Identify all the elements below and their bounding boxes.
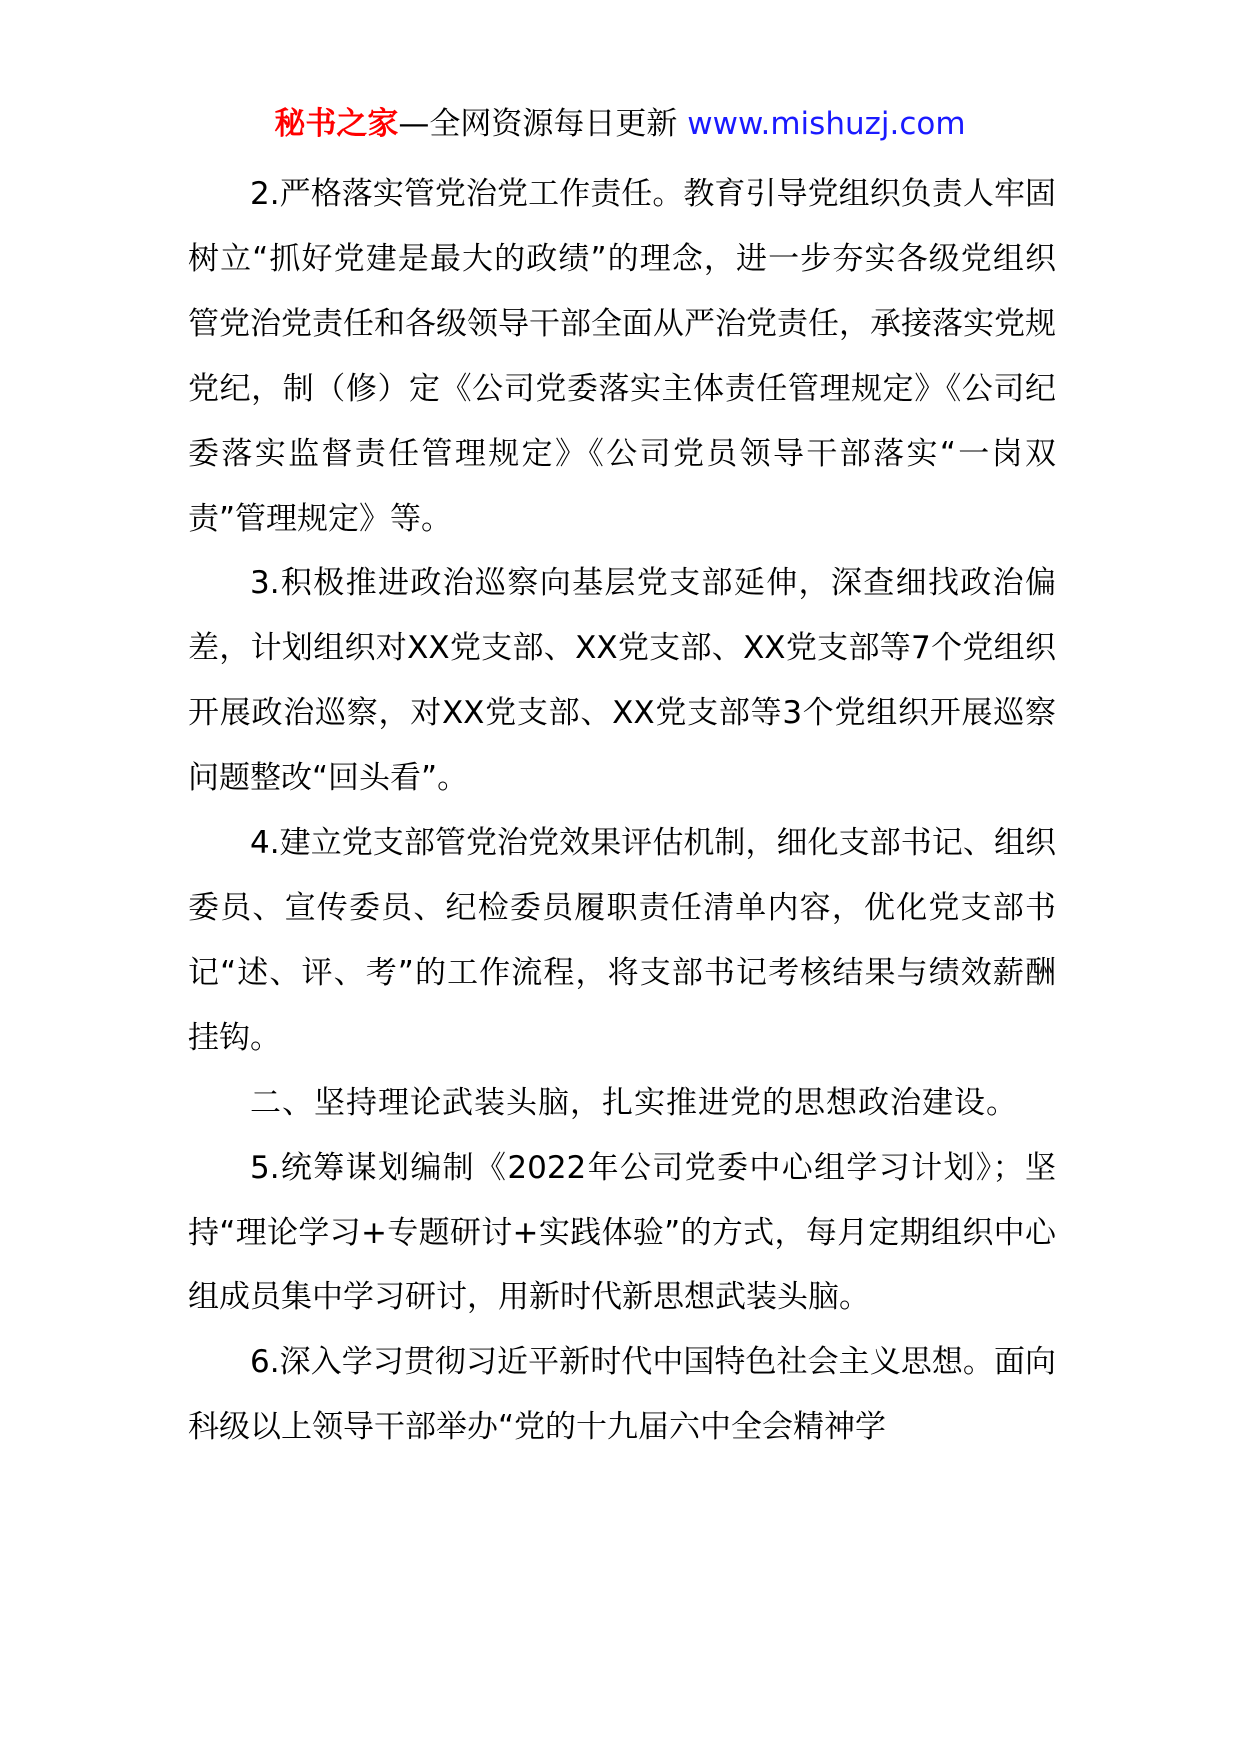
paragraph-item-4: 4.建立党支部管党治党效果评估机制，细化支部书记、组织委员、宣传委员、纪检委员履职责任清单内容，优化党支部书记“述、评、考”的工作流程，将支部书记考核结果与绩效薪酬挂钩。	[188, 825, 1056, 1056]
paragraph-item-5: 5.统筹谋划编制《2022年公司党委中心组学习计划》；坚持“理论学习+专题研讨+实践体验”的方式，每月定期组织中心组成员集中学习研讨，用新时代新思想武装头脑。	[188, 1149, 1056, 1316]
paragraph-item-6: 6.深入学习贯彻习近平新时代中国特色社会主义思想。面向科级以上领导干部举办“党的十九届六中全会精神学	[188, 1344, 1056, 1446]
paragraph-item-2: 2.严格落实管党治党工作责任。教育引导党组织负责人牢固树立“抓好党建是最大的政绩”的理念，进一步夯实各级党组织管党治党责任和各级领导干部全面从严治党责任，承接落实党规党纪，制（修）定《公司党委落实主体责任管理规定》《公司纪委落实监督责任管理规定》《公司党员领导干部落实“一岗双责”管理规定》等。	[188, 176, 1056, 537]
site-url-link[interactable]: www.mishuzj.com	[687, 106, 966, 142]
site-brand: 秘书之家	[274, 106, 399, 142]
site-header	[0, 100, 1240, 148]
document-body	[188, 162, 1056, 1460]
section-heading-2: 二、坚持理论武装头脑，扎实推进党的思想政治建设。	[250, 1084, 1018, 1121]
site-tagline: —全网资源每日更新	[398, 106, 678, 142]
paragraph-item-3: 3.积极推进政治巡察向基层党支部延伸，深查细找政治偏差，计划组织对XX党支部、XX党支部、XX党支部等7个党组织开展政治巡察，对XX党支部、XX党支部等3个党组织开展巡察问题整改“回头看”。	[188, 565, 1056, 797]
